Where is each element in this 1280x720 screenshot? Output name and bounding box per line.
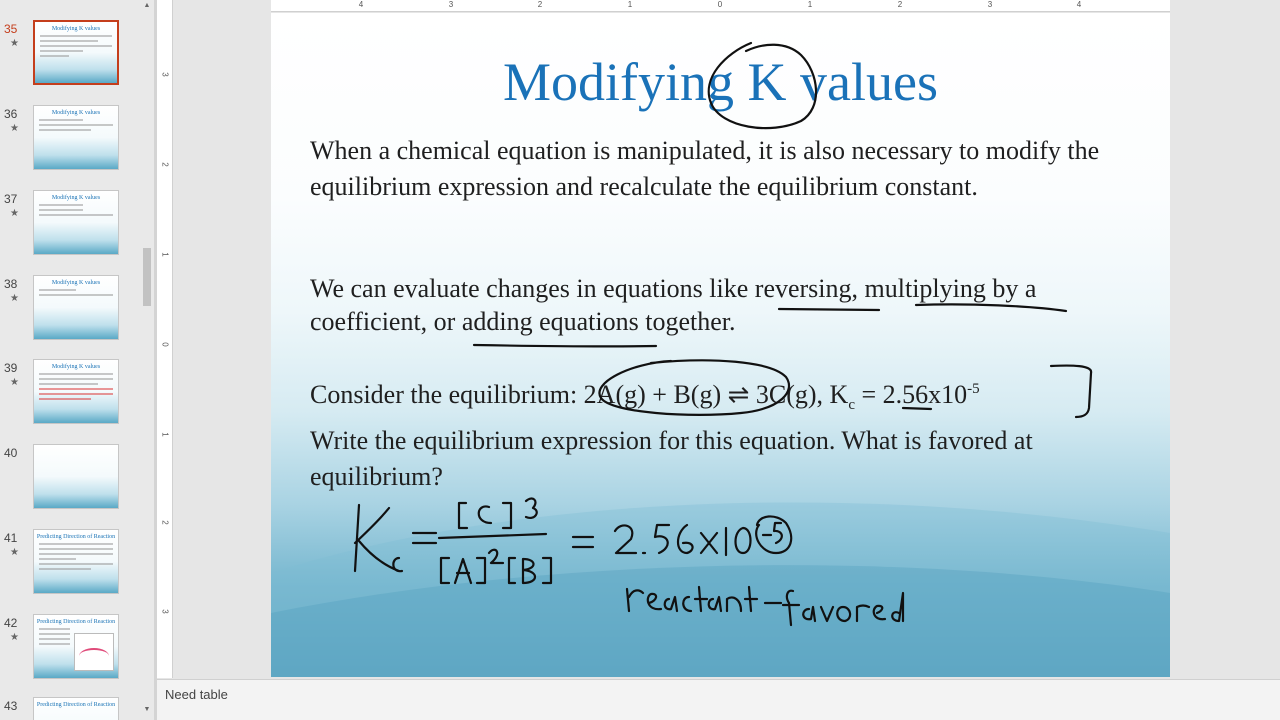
ruler-label: 2 <box>160 520 170 525</box>
thumbnail-title: Predicting Direction of Reaction <box>36 534 116 540</box>
slide-paragraph-1[interactable]: When a chemical equation is manipulated, it is also necessary to modify the equilibrium expression and recalculate the equilibrium constant. <box>310 136 1100 201</box>
thumbnail-image <box>33 359 119 424</box>
slide-number: 41 <box>4 531 18 545</box>
notes-text[interactable]: Need table <box>165 687 228 702</box>
slide-number: 42 <box>4 616 18 630</box>
thumbnail-title: Modifying K values <box>51 364 101 370</box>
thumbnail-slide-41[interactable] <box>0 529 140 601</box>
thumbnail-scrollbar[interactable] <box>140 0 154 720</box>
ruler-label: 0 <box>717 0 723 9</box>
thumbnail-slide-36[interactable] <box>0 105 140 177</box>
thumbnail-title: Modifying K values <box>51 110 101 116</box>
animation-star-icon: ★ <box>10 377 19 388</box>
vertical-ruler <box>157 0 173 678</box>
slide-paragraph-3[interactable] <box>310 371 1140 495</box>
animation-star-icon: ★ <box>10 547 19 558</box>
ruler-label: 3 <box>448 0 454 9</box>
speaker-notes-pane[interactable] <box>157 679 1280 720</box>
scroll-up-icon[interactable]: ▲ <box>143 2 151 9</box>
animation-star-icon: ★ <box>10 632 19 643</box>
thumbnail-chart <box>74 633 114 671</box>
k-subscript: c <box>848 397 855 413</box>
thumbnail-title: Predicting Direction of Reaction <box>36 702 116 708</box>
ruler-label: 3 <box>160 72 170 77</box>
thumbnail-slide-42[interactable] <box>0 614 140 686</box>
question-text: Write the equilibrium expression for this equation. What is favored at equilibrium? <box>310 426 1033 491</box>
animation-star-icon: ★ <box>10 38 19 49</box>
slide-number: 39 <box>4 361 18 375</box>
thumbnail-image <box>33 614 119 679</box>
ruler-label: 2 <box>160 162 170 167</box>
thumbnail-title: Predicting Direction of Reaction <box>36 619 116 625</box>
thumbnail-image <box>33 529 119 594</box>
slide-paragraph-2[interactable]: We can evaluate changes in equations like reversing, multiplying by a coefficient, or adding equations together. <box>310 274 1037 336</box>
ruler-label: 3 <box>160 609 170 614</box>
thumbnail-image <box>33 697 119 720</box>
thumbnail-slide-35[interactable] <box>0 20 140 92</box>
thumbnail-slide-38[interactable] <box>0 275 140 347</box>
equation-text: Consider the equilibrium: 2A(g) + B(g) ⇌ 3C(g), K <box>310 380 849 409</box>
ruler-label: 1 <box>807 0 813 9</box>
ruler-label: 4 <box>1076 0 1082 9</box>
slide-number: 37 <box>4 192 18 206</box>
slide-canvas[interactable] <box>271 13 1170 677</box>
k-value-text: = 2.56x10 <box>855 380 968 409</box>
thumbnail-slide-43[interactable] <box>0 697 140 720</box>
thumbnail-image <box>33 190 119 255</box>
slide-number: 35 <box>4 22 18 36</box>
thumbnail-image <box>33 444 119 509</box>
thumbnail-slide-37[interactable] <box>0 190 140 262</box>
slide-thumbnail-panel <box>0 0 140 720</box>
scroll-down-icon[interactable]: ▼ <box>143 706 151 713</box>
thumbnail-slide-39[interactable] <box>0 359 140 431</box>
thumbnail-slide-40[interactable] <box>0 444 140 516</box>
ruler-label: 3 <box>987 0 993 9</box>
scrollbar-thumb[interactable] <box>143 248 151 306</box>
slide-number: 36 <box>4 107 18 121</box>
horizontal-ruler <box>271 0 1170 12</box>
thumbnail-title: Modifying K values <box>51 195 101 201</box>
editor-background-right <box>1170 0 1280 678</box>
slide-number: 40 <box>4 446 18 460</box>
thumbnail-image <box>33 105 119 170</box>
animation-star-icon: ★ <box>10 293 19 304</box>
ruler-label: 4 <box>358 0 364 9</box>
ruler-label: 2 <box>897 0 903 9</box>
slide-number: 43 <box>4 699 18 713</box>
ruler-label: 0 <box>160 342 170 347</box>
ruler-label: 1 <box>160 432 170 437</box>
slide-title[interactable]: Modifying K values <box>503 52 938 112</box>
ruler-label: 1 <box>627 0 633 9</box>
animation-star-icon: ★ <box>10 123 19 134</box>
animation-star-icon: ★ <box>10 208 19 219</box>
thumbnail-image <box>33 275 119 340</box>
thumbnail-image <box>33 20 119 85</box>
k-exponent: -5 <box>967 381 980 397</box>
ruler-label: 2 <box>537 0 543 9</box>
thumbnail-title: Modifying K values <box>51 280 101 286</box>
ruler-label: 1 <box>160 252 170 257</box>
thumbnail-title: Modifying K values <box>51 26 101 32</box>
slide-number: 38 <box>4 277 18 291</box>
